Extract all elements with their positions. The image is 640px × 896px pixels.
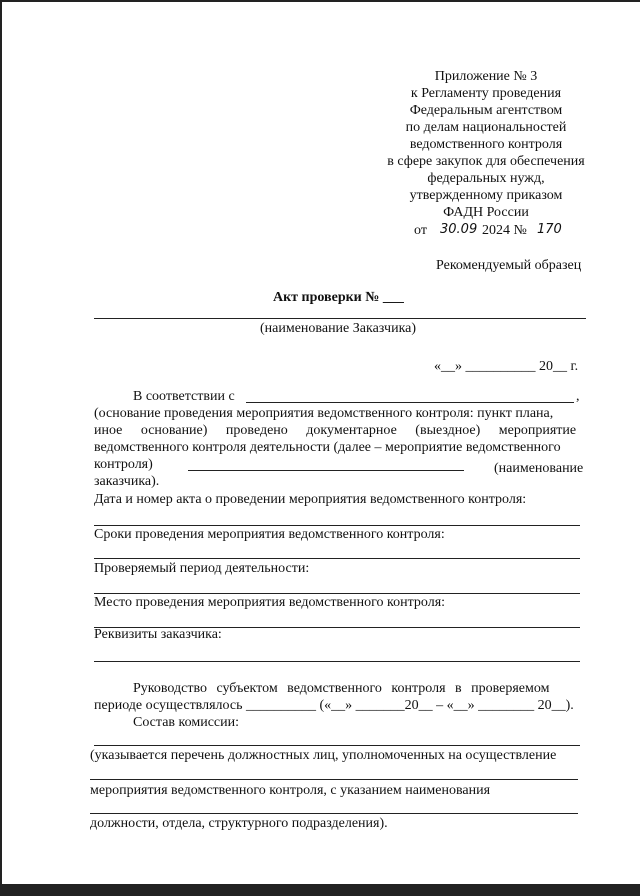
scan-edge-bottom <box>0 884 640 896</box>
terms-line <box>94 558 580 559</box>
appendix-line: в сфере закупок для обеспечения <box>387 154 585 169</box>
period-label: Проверяемый период деятельности: <box>94 561 310 576</box>
date-line: «__» __________ 20__ г. <box>434 359 579 374</box>
paragraph-line: (наименование <box>494 461 584 476</box>
appendix-line: по делам национальностей <box>405 120 567 135</box>
order-prefix: от <box>414 223 427 238</box>
recommended-sample: Рекомендуемый образец <box>436 258 582 273</box>
place-label: Место проведения мероприятия ведомственного контроля: <box>94 595 446 610</box>
appendix-line: ведомственного контроля <box>409 137 563 152</box>
commission-note: (указывается перечень должностных лиц, уполномоченных на осуществление <box>90 748 557 763</box>
paragraph-line: ведомственного контроля деятельности (далее – мероприятие ведомственного <box>94 440 561 455</box>
act-title: Акт проверки № ___ <box>273 290 404 305</box>
appendix-line: утвержденному приказом <box>409 188 563 203</box>
activity-blank-line <box>188 470 464 471</box>
requisites-line <box>94 661 580 662</box>
customer-caption: (наименование Заказчика) <box>260 321 417 336</box>
order-year: 2024 № <box>482 223 527 238</box>
order-number-handwritten: 170 <box>537 222 562 237</box>
paragraph-line: заказчика). <box>94 474 160 489</box>
appendix-line: Приложение № 3 <box>434 69 538 84</box>
terms-label: Сроки проведения мероприятия ведомственного контроля: <box>94 527 445 542</box>
paragraph-line: иное основание) проведено документарное (выездное) мероприятие <box>94 423 577 438</box>
commission-note: мероприятия ведомственного контроля, с указанием наименования <box>90 783 491 798</box>
paragraph-line: В соответствии с <box>133 389 235 404</box>
scan-edge-left <box>0 0 2 896</box>
appendix-line: ФАДН России <box>443 205 529 220</box>
act-date-number-label: Дата и номер акта о проведении мероприятия ведомственного контроля: <box>94 492 527 507</box>
paragraph-comma: , <box>576 389 580 404</box>
appendix-line: федеральных нужд, <box>427 171 545 186</box>
commission-line <box>90 779 578 780</box>
scan-edge-top <box>0 0 640 2</box>
basis-blank-line <box>246 402 574 403</box>
customer-name-line <box>94 318 586 319</box>
commission-line <box>90 813 578 814</box>
appendix-line: к Регламенту проведения <box>410 86 562 101</box>
paragraph-line: контроля) <box>94 457 153 472</box>
paragraph-line: (основание проведения мероприятия ведомственного контроля: пункт плана, <box>94 406 554 421</box>
management-line: периоде осуществлялось __________ («__» _______20__ – «__» ________ 20__). <box>94 698 574 713</box>
order-date-handwritten: 30.09 <box>440 222 478 237</box>
commission-note: должности, отдела, структурного подразделения). <box>90 816 388 831</box>
appendix-line: Федеральным агентством <box>409 103 563 118</box>
commission-line <box>94 745 580 746</box>
requisites-label: Реквизиты заказчика: <box>94 627 222 642</box>
commission-label: Состав комиссии: <box>133 715 239 730</box>
management-line: Руководство субъектом ведомственного контроля в проверяемом <box>133 681 550 696</box>
